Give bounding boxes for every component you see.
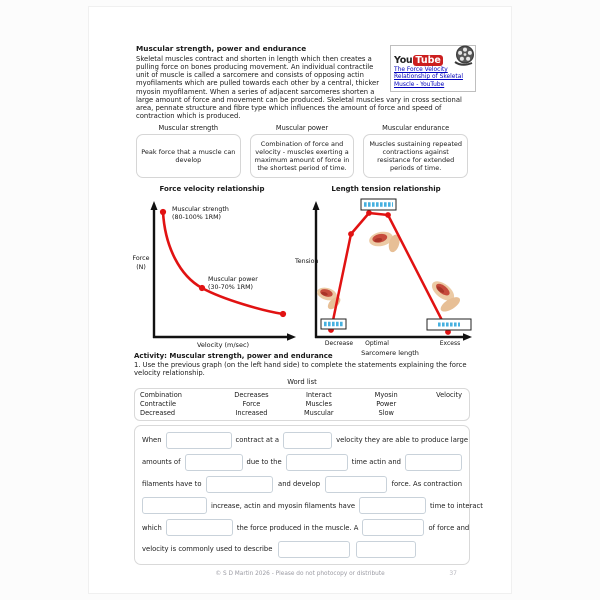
svg-text:Velocity (m/sec): Velocity (m/sec) [196, 341, 250, 349]
definition-label: Muscular endurance [382, 124, 450, 132]
film-reel-icon [452, 45, 476, 71]
answer-blank[interactable] [286, 454, 348, 471]
word-list-word: Decreases [234, 391, 269, 400]
sentence-text: force. As contraction [391, 480, 462, 488]
word-list-column [420, 391, 464, 417]
activity-section [134, 352, 483, 565]
sentence-text: contract at a [235, 436, 280, 445]
sentence-text: the force produced in the muscle. A [236, 523, 359, 532]
sentence-text: velocity is commonly used to describe [142, 545, 273, 554]
answer-blank[interactable] [166, 519, 233, 536]
force-velocity-chart [126, 185, 298, 353]
muscle-arm-illustration [368, 228, 405, 259]
worksheet-page [88, 6, 512, 594]
svg-text:Excess: Excess [439, 340, 461, 347]
answer-blank[interactable] [325, 476, 387, 493]
footer-copyright: © S D Martin 2026 - Please do not photocopy or distribute [215, 571, 385, 577]
activity-instruction: 1. Use the previous graph (on the left hand side) to complete the statements explaining the force velocity relationship. [134, 361, 467, 378]
youtube-logo-tube: Tube [415, 55, 441, 66]
sentence-line [142, 517, 470, 539]
sarcomere-stretched-diagram [427, 319, 471, 330]
word-list-column [218, 391, 285, 417]
sentence-line [142, 495, 483, 517]
definition-label: Muscular strength [158, 124, 219, 132]
answer-blank[interactable] [283, 432, 332, 449]
answer-blank[interactable] [166, 432, 232, 449]
youtube-link-box[interactable] [390, 45, 476, 92]
sentence-text: time actin and [351, 458, 401, 467]
youtube-link-line[interactable]: The Force Velocity [394, 67, 448, 73]
length-tension-line [331, 213, 448, 332]
word-list-word: Myosin [374, 391, 398, 400]
sentence-text: of force and [428, 523, 470, 532]
word-list-word: Velocity [436, 391, 462, 400]
svg-text:Decrease: Decrease [324, 340, 354, 347]
definition-box: Muscles sustaining repeated contractions against resistance for extended periods of time. [363, 134, 468, 178]
muscle-arm-illustration [422, 277, 465, 319]
answer-blank[interactable] [405, 454, 462, 471]
word-list-column [353, 391, 420, 417]
youtube-logo [394, 48, 472, 65]
sentence-lines [134, 425, 483, 566]
sentence-text: velocity they are able to produce large [336, 436, 469, 445]
intro-paragraph: Skeletal muscles contract and shorten in length which then creates a pulling force on bones producing movement. An individual contractile unit of muscle is called a sarcomere and consists of opposing actin myofilaments which are pulled towards each other by a central, thicker myosin myofilament. When a series of adjacent sarcomeres shorten a large amount of force and movement can be produced. Skeletal muscles vary in cross sectional area, pennate structure and fibre type which influences the amount of force and speed of contraction which is produced. [136, 55, 462, 121]
length-tension-plot [293, 197, 479, 363]
answer-blank[interactable] [356, 541, 416, 558]
sentence-line [142, 473, 462, 495]
word-list-word: Muscular [303, 408, 334, 417]
definition-box: Combination of force and velocity - muscles exerting a maximum amount of force in the shortest period of time. [250, 134, 355, 178]
svg-text:Muscular power: Muscular power [208, 276, 258, 283]
word-list-word: Muscles [305, 400, 332, 409]
word-list-word: Interact [305, 391, 332, 400]
force-velocity-curve [163, 212, 283, 314]
word-list-column [285, 391, 352, 417]
svg-text:Optimal: Optimal [365, 340, 389, 347]
svg-text:Tension: Tension [295, 258, 319, 265]
sentence-line [142, 539, 462, 561]
word-list-word: Slow [378, 408, 394, 417]
sarcomere-optimal-diagram [361, 199, 396, 210]
chart-title: Force velocity relationship [159, 185, 265, 193]
youtube-link-line[interactable]: Relationship of Skeletal [394, 74, 463, 81]
definitions-row [136, 124, 468, 178]
youtube-link-line[interactable]: Muscle - YouTube [394, 81, 445, 88]
sentence-text: time to interact [430, 501, 483, 510]
sarcomere-shortened-diagram [321, 319, 346, 329]
definition-strength [136, 124, 241, 178]
word-list-columns [134, 388, 470, 420]
sentence-text: When [142, 436, 162, 445]
answer-blank[interactable] [185, 454, 243, 471]
answer-blank[interactable] [359, 497, 426, 514]
strength-point [160, 209, 166, 215]
word-list-word: Combination [140, 391, 182, 400]
force-velocity-plot [126, 197, 298, 349]
svg-text:Sarcomere length: Sarcomere length [361, 349, 419, 357]
svg-text:Force: Force [132, 255, 150, 262]
word-list-word: Power [376, 400, 397, 409]
intro-section [136, 44, 476, 120]
sentence-text: due to the [246, 458, 282, 467]
svg-text:(N): (N) [136, 264, 146, 271]
answer-blank[interactable] [142, 497, 207, 514]
definition-endurance [363, 124, 468, 178]
answer-blank[interactable] [278, 541, 350, 558]
sentence-text: filaments have to [142, 480, 202, 488]
sentence-text: amounts of [142, 458, 181, 467]
page-number: 37 [449, 570, 457, 577]
svg-text:(80-100% 1RM): (80-100% 1RM) [172, 214, 222, 221]
answer-blank[interactable] [362, 519, 424, 536]
sentence-text: which [142, 523, 162, 532]
sentence-line [142, 430, 469, 452]
definition-power [250, 124, 355, 178]
endurance-point [280, 311, 286, 317]
definition-label: Muscular power [275, 124, 329, 132]
sentence-text: increase, actin and myosin filaments have [211, 501, 356, 510]
svg-text:Muscular strength: Muscular strength [172, 206, 229, 213]
word-list-word: Contractile [140, 400, 177, 409]
length-tension-chart [293, 185, 479, 367]
chart-title: Length tension relationship [331, 185, 441, 193]
power-point [199, 285, 205, 291]
sentence-line [142, 451, 462, 473]
activity-title: Activity: Muscular strength, power and endurance [134, 352, 333, 360]
answer-blank[interactable] [206, 476, 273, 493]
word-list-column [140, 391, 218, 417]
word-list-title: Word list [287, 378, 317, 387]
word-list-word: Force [242, 400, 261, 409]
word-list-word: Increased [235, 408, 268, 417]
definition-box: Peak force that a muscle can develop [136, 134, 241, 178]
word-list-word: Decreased [140, 408, 176, 417]
sentence-text: and develop [278, 480, 321, 488]
section-title: Muscular strength, power and endurance [136, 44, 307, 53]
youtube-logo-you: You [394, 55, 413, 66]
svg-text:(30-70% 1RM): (30-70% 1RM) [208, 284, 254, 291]
